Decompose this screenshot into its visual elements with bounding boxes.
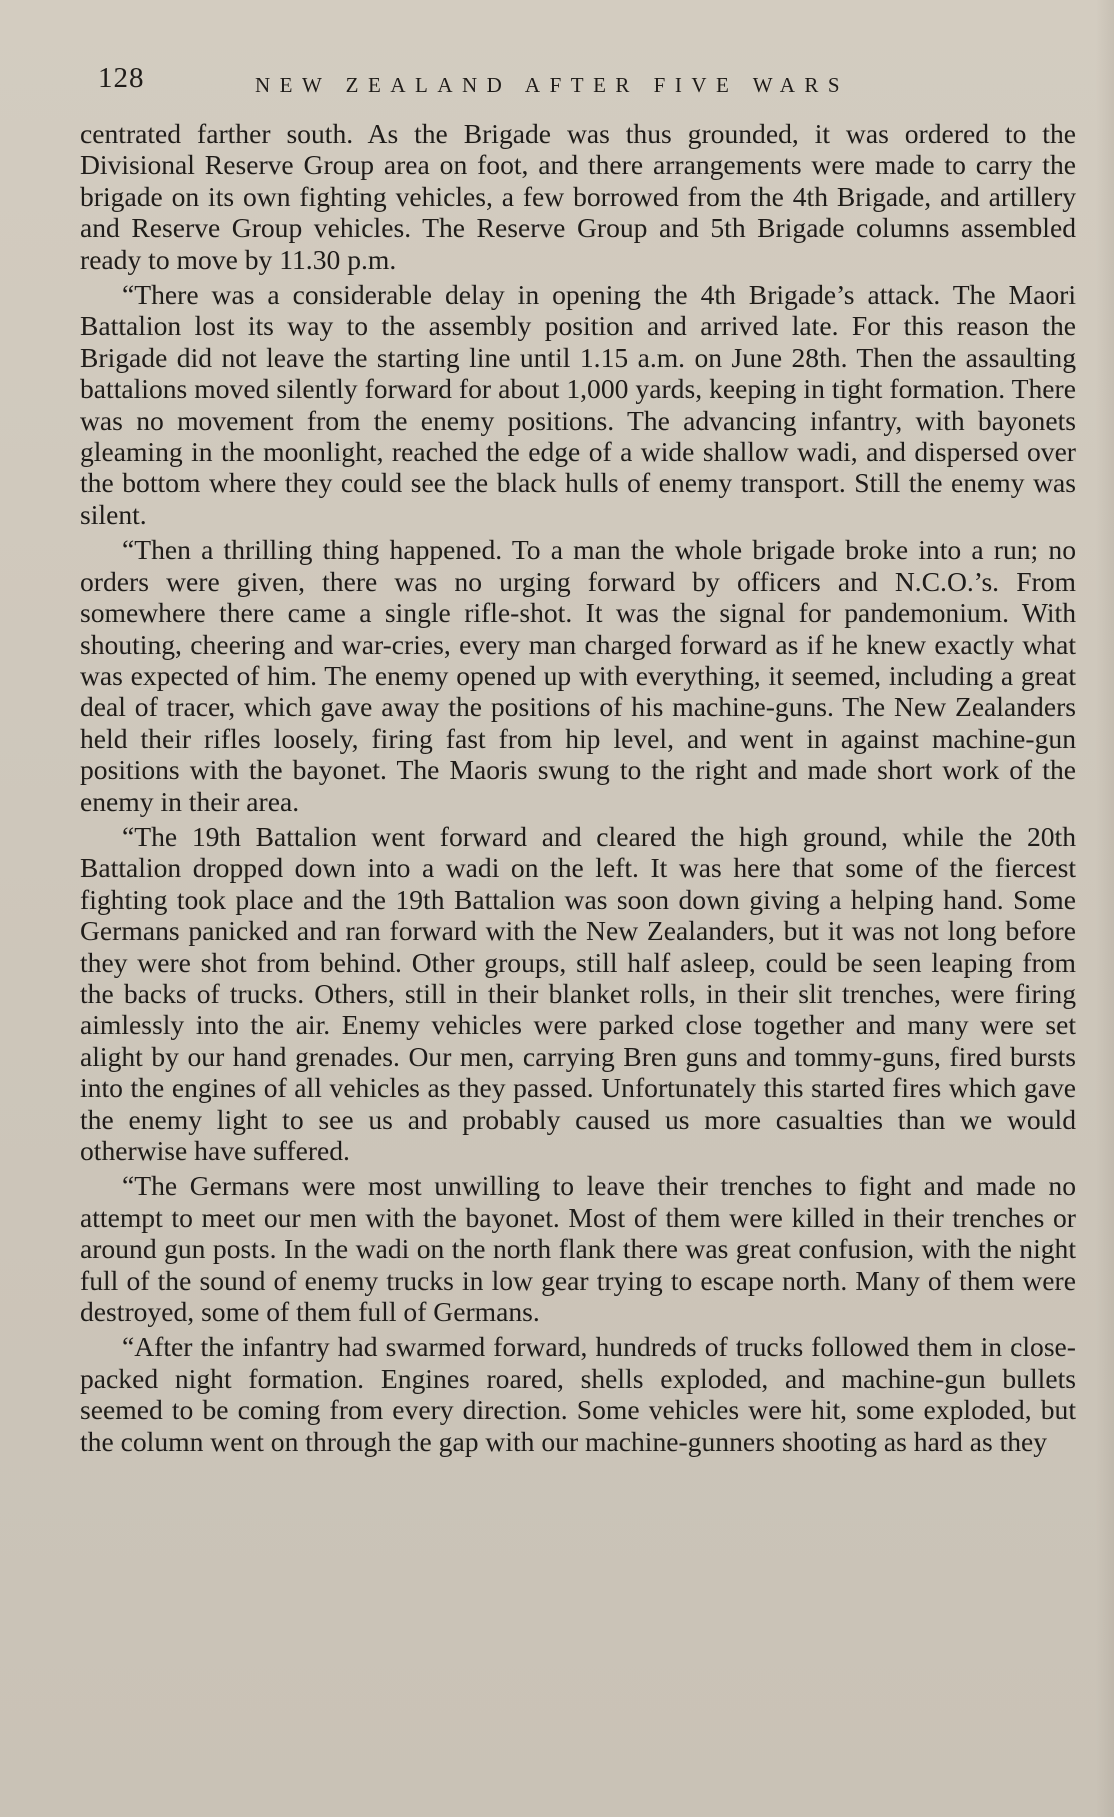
paragraph: “Then a thrilling thing happened. To a man the whole brigade broke into a run; no orders were given, there was no urging forward by officers and N.C.O.’s. From somewhere there came a single rifle-shot. It was the signal for pandemonium. With shouting, cheering and war-cries, every man charged forward as if he knew exactly what was expected of him. The enemy opened up with everything, it seemed, including a great deal of tracer, which gave away the positions of his machine-guns. The New Zealanders held their rifles loosely, firing fast from hip level, and went in against machine-gun positions with the bayonet. The Maoris swung to the right and made short work of the enemy in their area. xyxy=(80,534,1076,817)
paragraph: “There was a considerable delay in opening the 4th Brigade’s attack. The Maori Battalion lost its way to the assembly position and arrived late. For this reason the Brigade did not leave the starting line until 1.15 a.m. on June 28th. Then the assaulting battalions moved silently forward for about 1,000 yards, keeping in tight formation. There was no movement from the enemy positions. The advancing infantry, with bayonets gleaming in the moonlight, reached the edge of a wide shallow wadi, and dispersed over the bottom where they could see the black hulls of enemy transport. Still the enemy was silent. xyxy=(80,279,1076,530)
running-head xyxy=(98,62,998,102)
page-number: 128 xyxy=(98,62,145,94)
body-text xyxy=(80,118,1076,1457)
paragraph-continuation: centrated farther south. As the Brigade was thus grounded, it was ordered to the Divisional Reserve Group area on foot, and there arrangements were made to carry the brigade on its own fighting vehicles, a few borrowed from the 4th Brigade, and artillery and Reserve Group vehicles. The Reserve Group and 5th Brigade columns assembled ready to move by 11.30 p.m. xyxy=(80,118,1076,275)
paragraph: “The Germans were most unwilling to leave their trenches to fight and made no attempt to meet our men with the bayonet. Most of them were killed in their trenches or around gun posts. In the wadi on the north flank there was great confusion, with the night full of the sound of enemy trucks in low gear trying to escape north. Many of them were destroyed, some of them full of Germans. xyxy=(80,1170,1076,1328)
paragraph: “After the infantry had swarmed forward, hundreds of trucks followed them in close-packed night formation. Engines roared, shells exploded, and machine-gun bullets seemed to be coming from every direction. Some vehicles were hit, some exploded, but the column went on through the gap with our machine-gunners shooting as hard as they xyxy=(80,1331,1076,1457)
paragraph: “The 19th Battalion went forward and cleared the high ground, while the 20th Battalion dropped down into a wadi on the left. It was here that some of the fiercest fighting took place and the 19th Battalion was soon down giving a helping hand. Some Germans panicked and ran forward with the New Zealanders, but it was not long before they were shot from behind. Other groups, still half asleep, could be seen leaping from the backs of trucks. Others, still in their blanket rolls, in their slit trenches, were firing aimlessly into the air. Enemy vehicles were parked close together and many were set alight by our hand grenades. Our men, carrying Bren guns and tommy-guns, fired bursts into the engines of all vehicles as they passed. Unfortunately this started fires which gave the enemy light to see us and probably caused us more casualties than we would otherwise have suffered. xyxy=(80,820,1076,1166)
book-title: NEW ZEALAND AFTER FIVE WARS xyxy=(255,73,850,97)
